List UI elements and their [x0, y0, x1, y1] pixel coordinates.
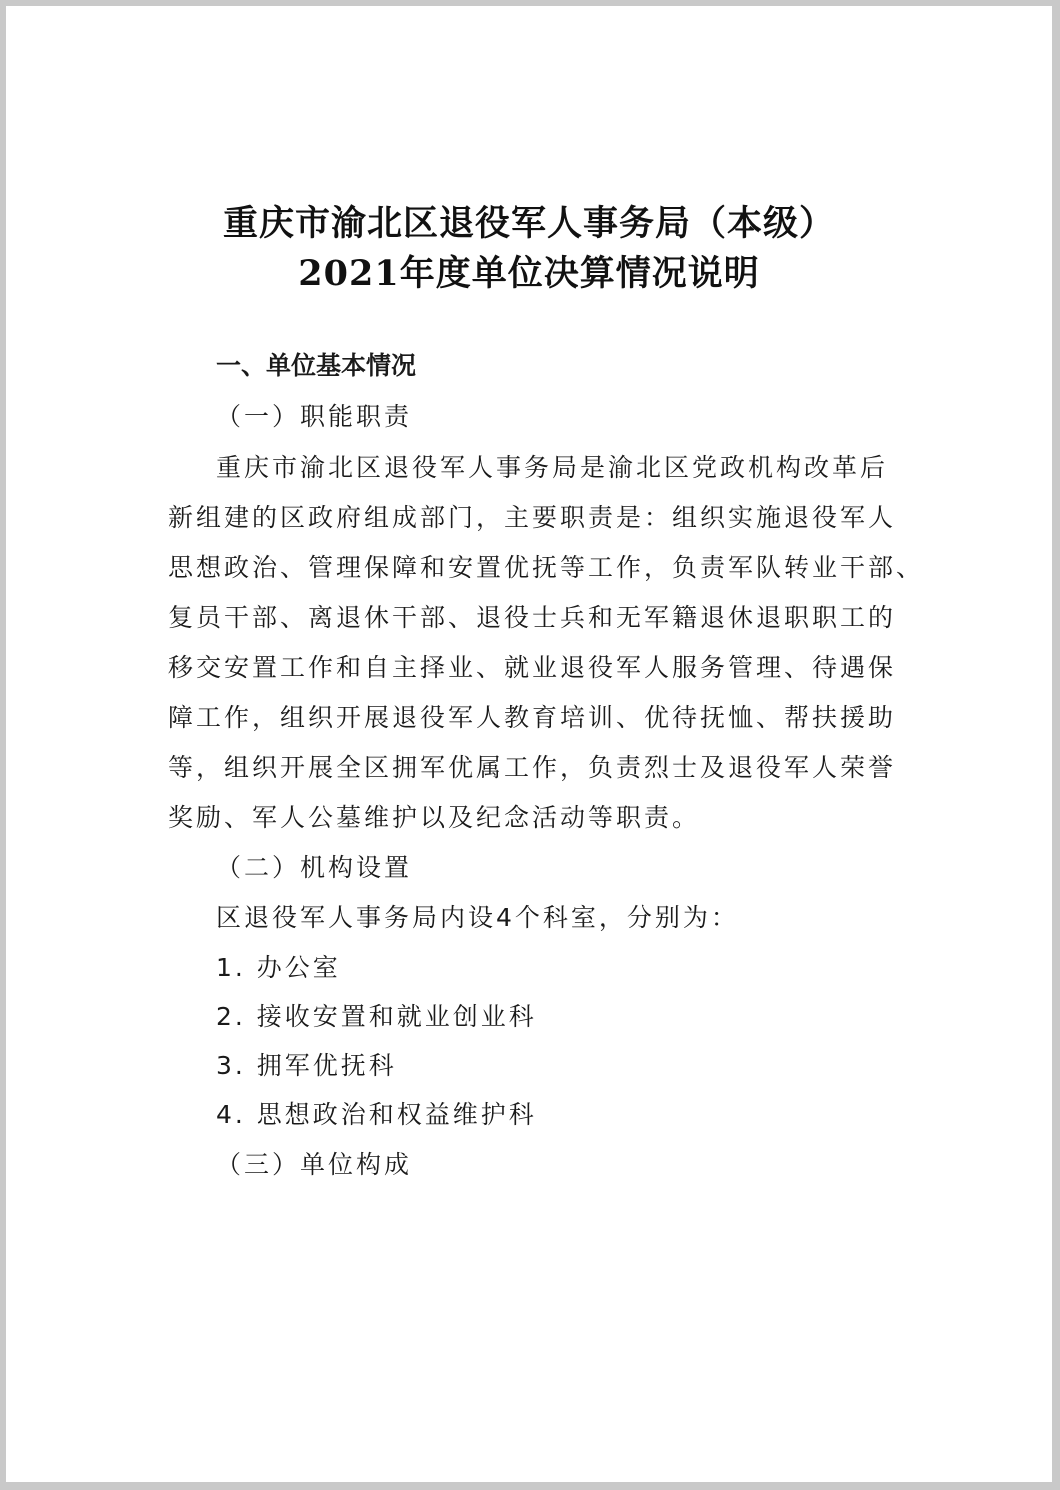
paragraph-line: 奖励、军人公墓维护以及纪念活动等职责。 — [168, 803, 701, 832]
paragraph-line: 思想政治、管理保障和安置优抚等工作，负责军队转业干部、 — [168, 553, 925, 582]
department-list-item: 2. 接收安置和就业创业科 — [216, 1002, 537, 1031]
paragraph-line: 新组建的区政府组成部门，主要职责是：组织实施退役军人 — [168, 503, 897, 532]
document-title-line1: 重庆市渝北区退役军人事务局（本级） — [222, 203, 835, 244]
department-list-item: 3. 拥军优抚科 — [216, 1051, 397, 1080]
subsection-heading-functions: （一）职能职责 — [216, 402, 413, 431]
department-list-item: 4. 思想政治和权益维护科 — [216, 1100, 537, 1129]
paragraph-line: 移交安置工作和自主择业、就业退役军人服务管理、待遇保 — [168, 653, 897, 682]
document-page — [6, 6, 1052, 1482]
department-list-item: 1. 办公室 — [216, 953, 341, 982]
document-title-line2: 2021年度单位决算情况说明 — [298, 253, 760, 294]
subsection-heading-organization: （二）机构设置 — [216, 853, 413, 882]
paragraph-line: 障工作，组织开展退役军人教育培训、优待抚恤、帮扶援助 — [168, 703, 897, 732]
subsection-heading-composition: （三）单位构成 — [216, 1150, 413, 1179]
organization-intro: 区退役军人事务局内设4个科室，分别为： — [216, 903, 739, 932]
paragraph-line: 等，组织开展全区拥军优属工作，负责烈士及退役军人荣誉 — [168, 753, 897, 782]
paragraph-line: 复员干部、离退休干部、退役士兵和无军籍退休退职职工的 — [168, 603, 897, 632]
section-heading-basic-info: 一、单位基本情况 — [216, 351, 417, 380]
paragraph-line: 重庆市渝北区退役军人事务局是渝北区党政机构改革后 — [216, 453, 889, 482]
